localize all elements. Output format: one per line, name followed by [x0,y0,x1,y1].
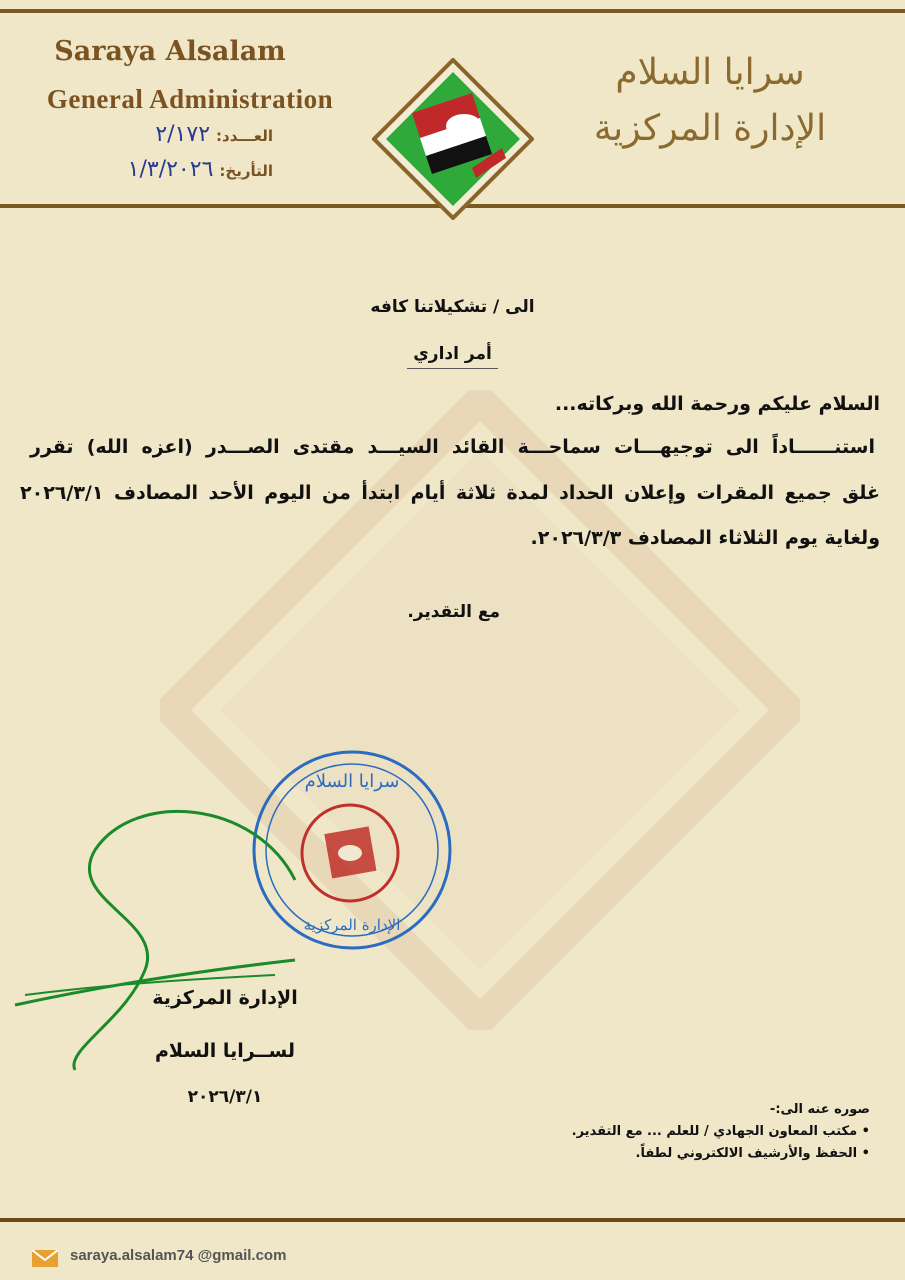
body-line-3: ولغاية يوم الثلاثاء المصادف ٢٠٢٦/٣/٣. [530,527,880,549]
date-label: التأريخ: [219,162,273,180]
dept-name-ar-line: الإدارة المركزية [593,108,827,149]
number-value: ٢/١٧٢ [155,122,211,147]
date-value: ١/٣/٢٠٢٦ [127,157,214,182]
stamp-text-bottom: الإدارة المركزية [303,916,401,934]
signature-line-2: لســرايا السلام [154,1040,295,1062]
copies-heading: صوره عنه الى:- [769,1102,870,1117]
subject-text: أمر اداري [407,344,498,369]
body-line-1: استنــــــاداً الى توجيهـــات سماحـــة القائد السيـــد مقتدى الصـــدر (اعزه الله) تقرر [30,436,875,458]
signature-date: ٢٠٢٦/٣/١ [187,1087,263,1107]
greeting: السلام عليكم ورحمة الله وبركاته... [554,393,880,415]
footer-rule [0,1218,905,1222]
dept-name-en: General Administration [46,84,334,114]
subject [0,344,905,364]
body-line-2: غلق جميع المقرات وإعلان الحداد لمدة ثلاثة أيام ابتدأ من اليوم الأحد المصادف ٢٠٢٦/٣/١ [20,482,880,504]
email-address: saraya.alsalam74 @gmail.com [70,1247,287,1264]
org-name-ar-line: سرايا السلام [615,52,805,93]
copies-item-text: مكتب المعاون الجهادي / للعلم ... مع التقدير. [571,1124,858,1139]
envelope-icon [32,1250,58,1267]
copies-item-text: الحفظ والأرشيف الالكتروني لطفاً. [635,1146,858,1161]
org-name-ar [590,45,830,157]
org-name-en: Saraya Alsalam [54,36,286,67]
addressee: الى / تشكيلاتنا كافه [370,297,535,317]
logo [372,58,534,220]
signature-line-1: الإدارة المركزية [152,987,298,1009]
handwritten-signature [5,790,305,1080]
reference-number [155,122,273,147]
top-rule [0,9,905,13]
copies-item-1: • مكتب المعاون الجهادي / للعلم ... مع التقدير. [571,1124,870,1139]
number-label: العـــدد: [216,127,273,145]
copies-item-2: • الحفظ والأرشيف الالكتروني لطفاً. [635,1146,870,1161]
stamp-text-top: سرايا السلام [304,771,400,792]
closing: مع التقدير. [407,602,500,622]
reference-date [128,157,273,182]
